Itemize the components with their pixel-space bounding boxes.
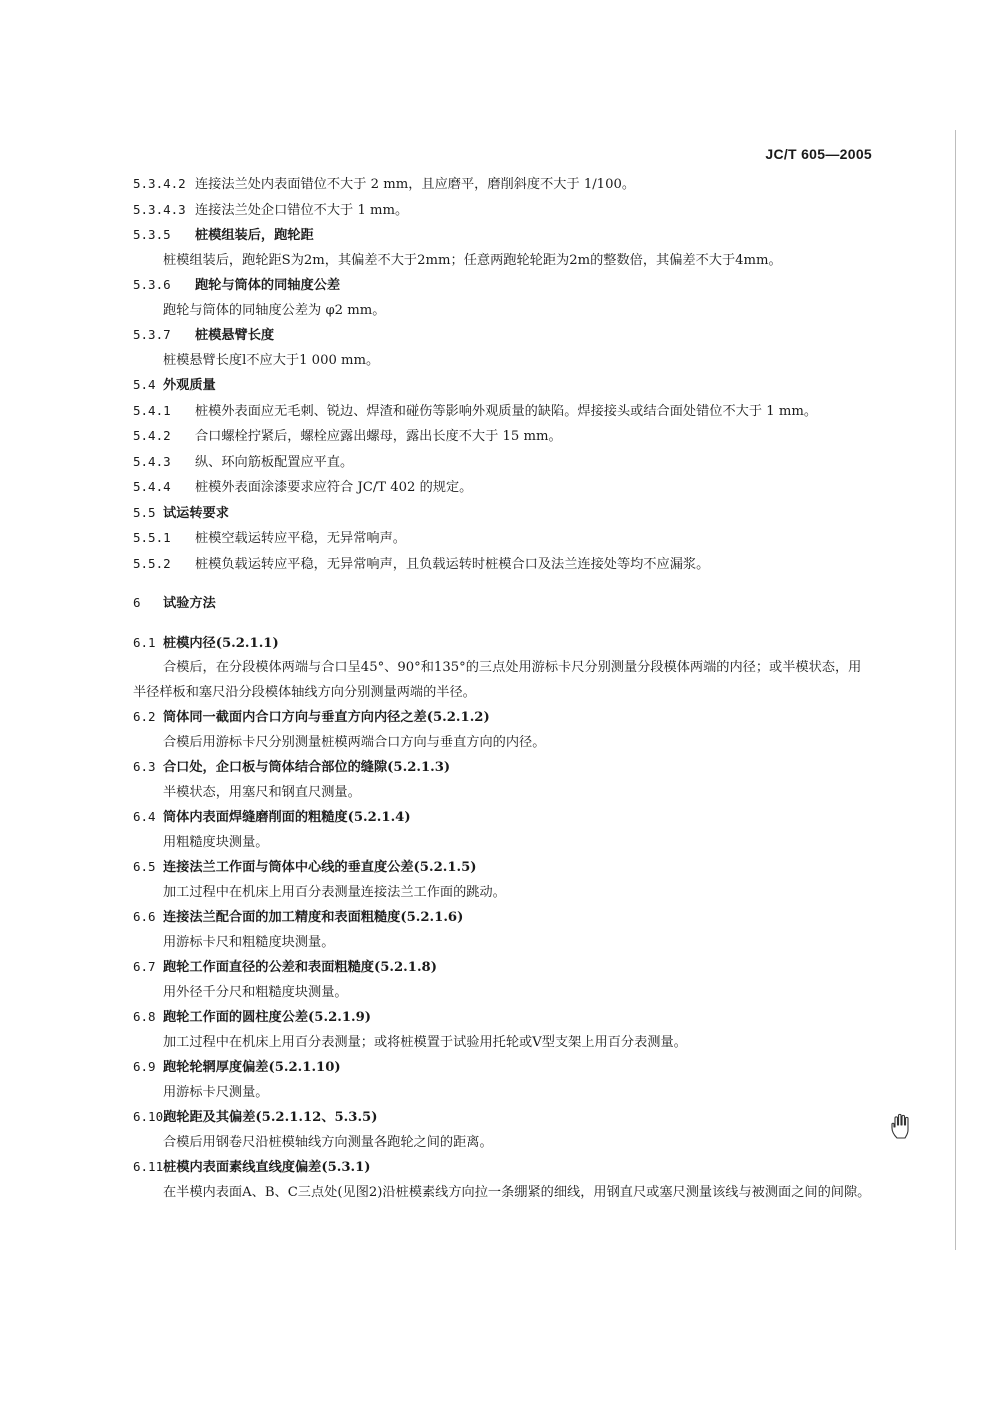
clause-heading: 连接法兰配合面的加工精度和表面粗糙度(5.2.1.6) xyxy=(163,910,464,925)
clause-text: 合口螺栓拧紧后，螺栓应露出螺母，露出长度不大于 15 mm。 xyxy=(195,429,562,444)
clause-number: 6.3 xyxy=(133,759,156,774)
standard-number: JC/T 605—2005 xyxy=(765,146,872,162)
section-title: 试验方法 xyxy=(163,596,216,611)
clause-heading: 筒体内表面焊缝磨削面的粗糙度(5.2.1.4) xyxy=(163,810,411,825)
clause-number: 5.3.6 xyxy=(133,277,171,292)
clause-5-5 xyxy=(133,501,873,527)
clause-number: 5.3.7 xyxy=(133,327,171,342)
clause-6-9 xyxy=(133,1055,873,1081)
clause-body: 用游标卡尺测量。 xyxy=(163,1084,269,1100)
clause-text: 连接法兰处企口错位不大于 1 mm。 xyxy=(195,202,409,218)
clause-number: 6.4 xyxy=(133,809,156,824)
clause-5-4-1 xyxy=(133,399,873,425)
clause-number: 6.9 xyxy=(133,1059,156,1074)
clause-5-3-4-2 xyxy=(133,172,873,198)
clause-5-3-7 xyxy=(133,323,873,349)
clause-heading: 桩模组装后，跑轮距 xyxy=(195,228,314,243)
clause-number: 6.1 xyxy=(133,634,156,650)
clause-body: 用粗糙度块测量。 xyxy=(163,834,269,850)
clause-body: 半模状态，用塞尺和钢直尺测量。 xyxy=(163,784,361,800)
clause-number: 5.4.3 xyxy=(133,453,171,469)
clause-6-4 xyxy=(133,805,873,831)
clause-heading: 跑轮轮辋厚度偏差(5.2.1.10) xyxy=(163,1060,341,1075)
clause-text: 桩模外表面涂漆要求应符合 JC/T 402 的规定。 xyxy=(195,480,473,495)
clause-heading: 跑轮工作面直径的公差和表面粗糙度(5.2.1.8) xyxy=(163,960,437,975)
clause-number: 6.7 xyxy=(133,959,156,974)
clause-heading: 筒体同一截面内合口方向与垂直方向内径之差(5.2.1.2) xyxy=(163,710,490,725)
clause-body: 用外径千分尺和粗糙度块测量。 xyxy=(163,984,348,1000)
clause-number: 5.4.1 xyxy=(133,402,171,418)
section-number: 6 xyxy=(133,595,141,610)
clause-6-1 xyxy=(133,631,873,657)
clause-text: 纵、环向筋板配置应平直。 xyxy=(195,454,354,470)
clause-number: 6.5 xyxy=(133,859,156,874)
clause-number: 5.3.4.2 xyxy=(133,176,186,191)
clause-text: 连接法兰处内表面错位不大于 2 mm，且应磨平，磨削斜度不大于 1/100。 xyxy=(195,177,636,192)
clause-body: 用游标卡尺和粗糙度块测量。 xyxy=(163,934,335,950)
clause-heading: 桩模内表面素线直线度偏差(5.3.1) xyxy=(163,1160,371,1175)
clause-5-3-4-3 xyxy=(133,198,873,224)
clause-6-3 xyxy=(133,755,873,781)
clause-text: 桩模负载运转应平稳，无异常响声，且负载运转时桩模合口及法兰连接处等均不应漏浆。 xyxy=(195,556,710,572)
clause-number: 6.8 xyxy=(133,1009,156,1024)
clause-heading: 合口处，企口板与筒体结合部位的缝隙(5.2.1.3) xyxy=(163,760,451,775)
clause-body: 加工过程中在机床上用百分表测量；或将桩模置于试验用托轮或V型支架上用百分表测量。 xyxy=(163,1034,687,1050)
clause-number: 5.4 xyxy=(133,377,156,392)
section-6-heading xyxy=(133,591,873,617)
clause-body: 合模后用游标卡尺分别测量桩模两端合口方向与垂直方向的内径。 xyxy=(163,734,546,750)
clause-number: 5.5 xyxy=(133,504,156,520)
page-edge-rule xyxy=(955,130,956,1250)
clause-body: 桩模悬臂长度l不应大于1 000 mm。 xyxy=(163,352,380,368)
clause-number: 5.5.2 xyxy=(133,555,171,571)
clause-number: 6.11 xyxy=(133,1159,164,1174)
clause-number: 6.10 xyxy=(133,1109,164,1124)
clause-number: 5.3.5 xyxy=(133,227,171,242)
clause-5-4-4 xyxy=(133,475,873,501)
clause-number: 5.3.4.3 xyxy=(133,201,186,217)
clause-heading: 跑轮与筒体的同轴度公差 xyxy=(195,278,341,293)
clause-heading: 外观质量 xyxy=(163,378,216,393)
clause-heading: 试运转要求 xyxy=(163,505,229,521)
clause-5-4-3 xyxy=(133,450,873,476)
clause-number: 5.4.2 xyxy=(133,428,171,443)
clause-5-4 xyxy=(133,373,873,399)
clause-heading: 连接法兰工作面与筒体中心线的垂直度公差(5.2.1.5) xyxy=(163,860,477,875)
clause-heading: 跑轮距及其偏差(5.2.1.12、5.3.5) xyxy=(163,1110,378,1125)
clause-5-4-2 xyxy=(133,424,873,450)
clause-6-10 xyxy=(133,1105,873,1131)
clause-number: 5.4.4 xyxy=(133,479,171,494)
clause-body: 在半模内表面A、B、C三点处(见图2)沿桩模素线方向拉一条绷紧的细线，用钢直尺或塞尺测量该线与被测面之间的间隙。 xyxy=(163,1184,871,1200)
clause-6-11 xyxy=(133,1155,873,1181)
document-body xyxy=(133,172,873,1205)
clause-6-5 xyxy=(133,855,873,881)
clause-heading: 桩模内径(5.2.1.1) xyxy=(163,635,279,651)
hand-cursor-icon xyxy=(889,1112,915,1140)
clause-5-3-6 xyxy=(133,273,873,299)
clause-number: 6.2 xyxy=(133,709,156,724)
clause-body: 桩模组装后，跑轮距S为2m，其偏差不大于2mm；任意两跑轮轮距为2m的整数倍，其偏差不大于4mm。 xyxy=(163,252,782,268)
clause-6-7 xyxy=(133,955,873,981)
clause-6-6 xyxy=(133,905,873,931)
clause-5-5-2 xyxy=(133,552,873,578)
clause-number: 6.6 xyxy=(133,909,156,924)
clause-text: 桩模空载运转应平稳，无异常响声。 xyxy=(195,531,406,546)
clause-5-3-5 xyxy=(133,223,873,249)
clause-heading: 桩模悬臂长度 xyxy=(195,328,275,343)
clause-body: 加工过程中在机床上用百分表测量连接法兰工作面的跳动。 xyxy=(163,884,506,900)
clause-5-5-1 xyxy=(133,526,873,552)
clause-text: 桩模外表面应无毛刺、锐边、焊渣和碰伤等影响外观质量的缺陷。焊接接头或结合面处错位不大于 1 mm。 xyxy=(195,403,818,419)
clause-body: 合模后，在分段模体两端与合口呈45°、90°和135°的三点处用游标卡尺分别测量分段模体两端的内径；或半模状态，用半径样板和塞尺沿分段模体轴线方向分别测量两端的半径。 xyxy=(133,660,862,700)
clause-body: 合模后用钢卷尺沿桩模轴线方向测量各跑轮之间的距离。 xyxy=(163,1134,493,1150)
clause-body: 跑轮与筒体的同轴度公差为 φ2 mm。 xyxy=(163,302,386,318)
clause-6-2 xyxy=(133,705,873,731)
clause-number: 5.5.1 xyxy=(133,530,171,545)
clause-6-8 xyxy=(133,1005,873,1031)
clause-heading: 跑轮工作面的圆柱度公差(5.2.1.9) xyxy=(163,1010,372,1025)
